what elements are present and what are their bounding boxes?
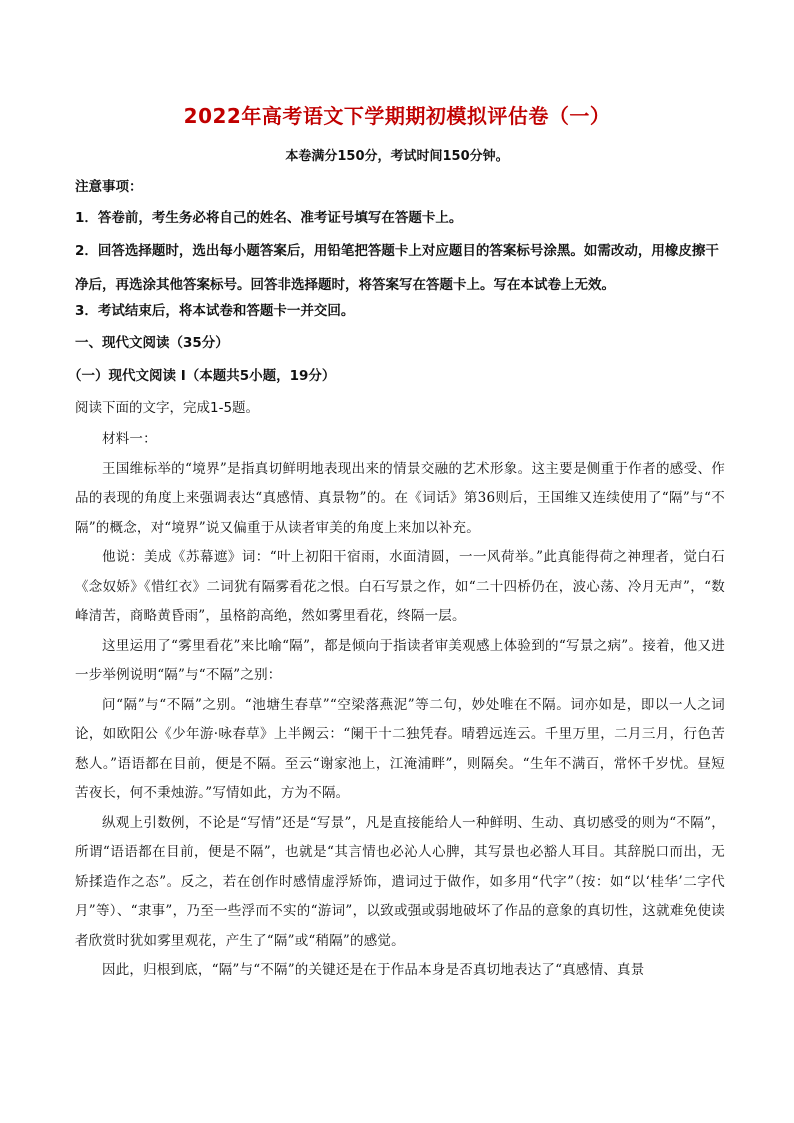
exam-info-subtitle: 本卷满分150分，考试时间150分钟。 (285, 149, 509, 164)
article-paragraph: 因此，归根到底，“隔”与“不隔”的关键还是在于作品本身是否真切地表达了“真感情、真景 (102, 962, 645, 978)
material-label: 材料一： (102, 431, 157, 447)
page-title: 2022年高考语文下学期期初模拟评估卷（一） (183, 104, 611, 128)
article-paragraph: 问“隔”与“不隔”之别。“池塘生春草”“空梁落燕泥”等二句，妙处唯在不隔。词亦如是，即以一人之词论，如欧阳公《少年游·咏春草》上半阙云：“阑干十二独凭春。晴碧远连云。千里万里，二月三月，行色苦愁人。”语语都在目前，便是不隔。至云“谢家池上，江淹浦畔”，则隔矣。“生年不满百，常怀千岁忧。昼短苦夜长，何不秉烛游。”写情如此，方为不隔。 (75, 696, 725, 801)
reading-material (75, 425, 725, 986)
article-paragraph: 这里运用了“雾里看花”来比喻“隔”，都是倾向于指读者审美观感上体验到的“写景之病”。接着，他又进一步举例说明“隔”与“不隔”之别： (75, 637, 725, 683)
section-sub-heading: （一）现代文阅读 I（本题共5小题，19分） (68, 368, 336, 384)
notice-item-1: 1．答卷前，考生务必将自己的姓名、准考证号填写在答题卡上。 (75, 210, 463, 226)
article-paragraph: 他说：美成《苏幕遮》词：“叶上初阳干宿雨，水面清圆，一一风荷举。”此真能得荷之神理者，觉白石《念奴娇》《惜红衣》二词犹有隔雾看花之恨。白石写景之作，如“二十四桥仍在，波心荡、冷月无声”，“数峰清苦，商略黄昏雨”，虽格韵高绝，然如雾里看花，终隔一层。 (75, 549, 725, 624)
section-heading: 一、现代文阅读（35分） (75, 335, 229, 351)
notice-heading: 注意事项： (75, 179, 143, 195)
notice-item-3: 3．考试结束后，将本试卷和答题卡一并交回。 (75, 303, 355, 319)
article-paragraph: 纵观上引数例，不论是“写情”还是“写景”，凡是直接能给人一种鲜明、生动、真切感受的则为“不隔”，所谓“语语都在目前，便是不隔”，也就是“其言情也必沁人心脾，其写景也必豁人耳目。其辞脱口而出，无矫揉造作之态”。反之，若在创作时感情虚浮矫饰，遣词过于做作，如多用“代字”（按：如“以‘桂华’二字代月”等）、“隶事”，乃至一些浮而不实的“游词”，以致或强或弱地破坏了作品的意象的真切性，这就难免使读者欣赏时犹如雾里观花，产生了“隔”或“稍隔”的感觉。 (75, 814, 726, 949)
notice-item-2: 2．回答选择题时，选出每小题答案后，用铅笔把答题卡上对应题目的答案标号涂黑。如需改动，用橡皮擦干净后，再选涂其他答案标号。回答非选择题时，将答案写在答题卡上。写在本试卷上无效。 (75, 243, 719, 293)
article-paragraph: 王国维标举的“境界”是指真切鲜明地表现出来的情景交融的艺术形象。这主要是侧重于作者的感受、作品的表现的角度上来强调表达“真感情、真景物”的。在《词话》第36则后，王国维又连续使用了“隔”与“不隔”的概念，对“境界”说又偏重于从读者审美的角度上来加以补充。 (75, 460, 725, 536)
reading-instruction: 阅读下面的文字，完成1-5题。 (75, 400, 260, 416)
